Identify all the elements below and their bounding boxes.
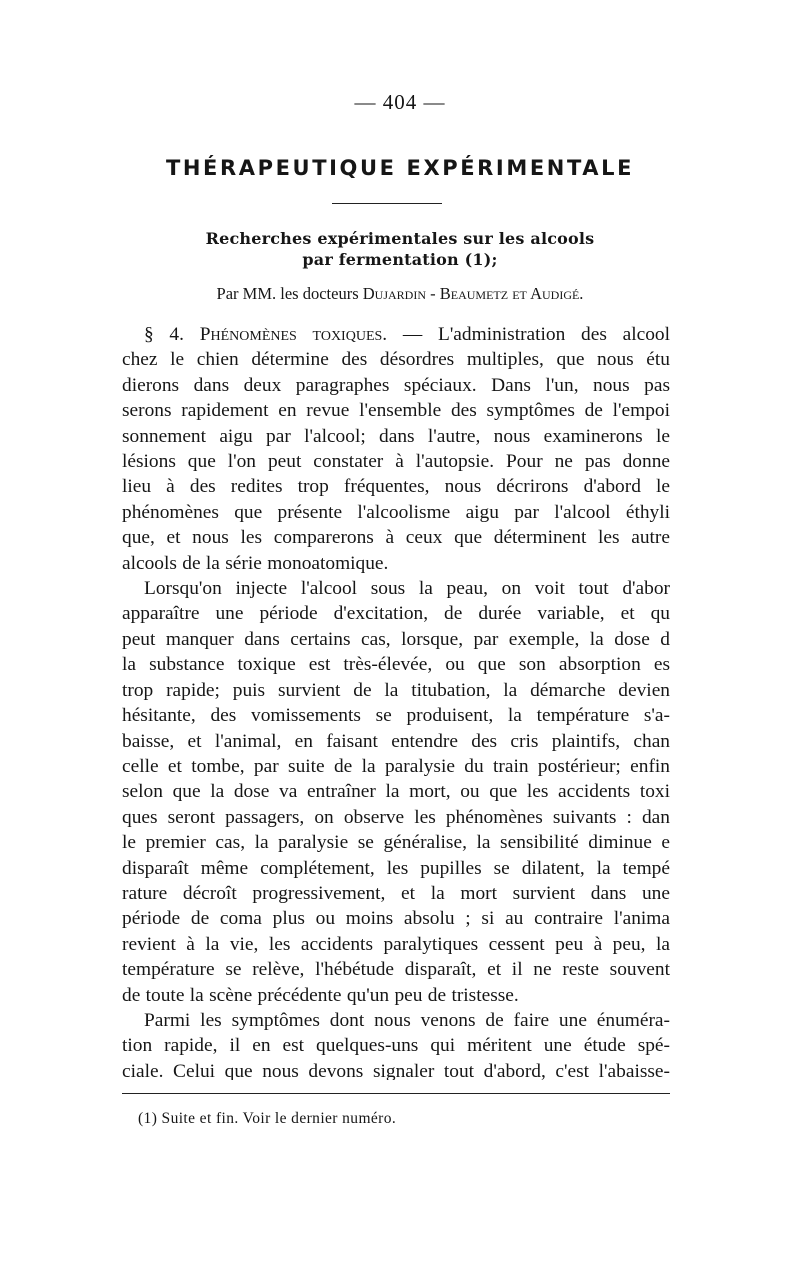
- body-line: alcools de la série monoatomique.: [122, 552, 389, 574]
- body-line: lieu à des redites trop fréquentes, nous décrirons d'abord le: [122, 476, 670, 498]
- body-line: que, et nous les comparerons à ceux que déterminent les autre: [122, 527, 670, 549]
- body-line: apparaître une période d'excitation, de durée variable, et qu: [122, 603, 670, 625]
- body-line: tion rapide, il en est quelques-uns qui méritent une étude spé-: [122, 1035, 670, 1057]
- body-line: de toute la scène précédente qu'un peu de tristesse.: [122, 984, 519, 1006]
- body-line: trop rapide; puis survient de la titubation, la démarche devien: [122, 679, 670, 701]
- body-line: ciale. Celui que nous devons signaler tout d'abord, c'est l'abaisse-: [122, 1060, 670, 1080]
- body-line: sonnement aigu par l'alcool; dans l'autre, nous examinerons le: [122, 425, 670, 447]
- body-line: peut manquer dans certains cas, lorsque, par exemple, la dose d: [122, 628, 670, 650]
- title-divider: [332, 203, 442, 204]
- body-line: disparaît même complétement, les pupilles se dilatent, la tempé: [122, 857, 670, 879]
- body-line: celle et tombe, par suite de la paralysie du train postérieur; enfin: [122, 755, 670, 777]
- body-line: le premier cas, la paralysie se généralise, la sensibilité diminue e: [122, 832, 670, 854]
- body-line: rature décroît progressivement, et la mort survient dans une: [122, 882, 670, 904]
- footnote: (1) Suite et fin. Voir le dernier numéro.: [138, 1110, 397, 1127]
- section-heading: Phénomènes toxiques.: [199, 324, 388, 345]
- body-line: baisse, et l'animal, en faisant entendre des cris plaintifs, chan: [122, 730, 670, 752]
- body-line: température se relève, l'hébétude disparaît, et il ne reste souvent: [122, 959, 670, 981]
- body-line: période de coma plus ou moins absolu ; si au contraire l'anima: [122, 908, 670, 930]
- authors-prefix: Par MM. les docteurs: [216, 284, 359, 303]
- body-line: selon que la dose va entraîner la mort, ou que les accidents toxi: [122, 781, 670, 803]
- body-line: chez le chien détermine des désordres multiples, que nous étu: [122, 349, 670, 371]
- body-text: [122, 322, 670, 1080]
- authors-names: Dujardin - Beaumetz et Audigé.: [362, 284, 584, 303]
- page-number: — 404 —: [354, 90, 446, 114]
- body-line: serons rapidement en revue l'ensemble des symptômes de l'empoi: [122, 400, 670, 422]
- article-title-line-2: par fermentation (1);: [302, 250, 498, 269]
- section-title: THÉRAPEUTIQUE EXPÉRIMENTALE: [165, 156, 635, 180]
- article-title: [0, 228, 800, 270]
- body-line: ques seront passagers, on observe les phénomènes suivants : dan: [122, 806, 670, 828]
- article-title-line-1: Recherches expérimentales sur les alcools: [205, 229, 595, 248]
- section-marker: § 4.: [144, 324, 184, 345]
- body-line: lésions que l'on peut constater à l'autopsie. Pour ne pas donne: [122, 451, 670, 473]
- body-line: phénomènes que présente l'alcoolisme aigu par l'alcool éthyli: [122, 501, 670, 523]
- body-line: [122, 322, 670, 347]
- body-line: Lorsqu'on injecte l'alcool sous la peau, on voit tout d'abor: [144, 578, 670, 600]
- body-line: dierons dans deux paragraphes spéciaux. Dans l'un, nous pas: [122, 374, 670, 396]
- footnote-divider: [122, 1093, 670, 1094]
- body-line: revient à la vie, les accidents paralytiques cessent peu à peu, la: [122, 933, 670, 955]
- body-line: Parmi les symptômes dont nous venons de faire une énuméra-: [144, 1009, 670, 1031]
- authors-line: [0, 284, 800, 304]
- body-line-text: — L'administration des alcool: [387, 324, 670, 345]
- body-line: hésitante, des vomissements se produisent, la température s'a-: [122, 705, 670, 727]
- body-line: la substance toxique est très-élevée, ou que son absorption es: [122, 654, 670, 676]
